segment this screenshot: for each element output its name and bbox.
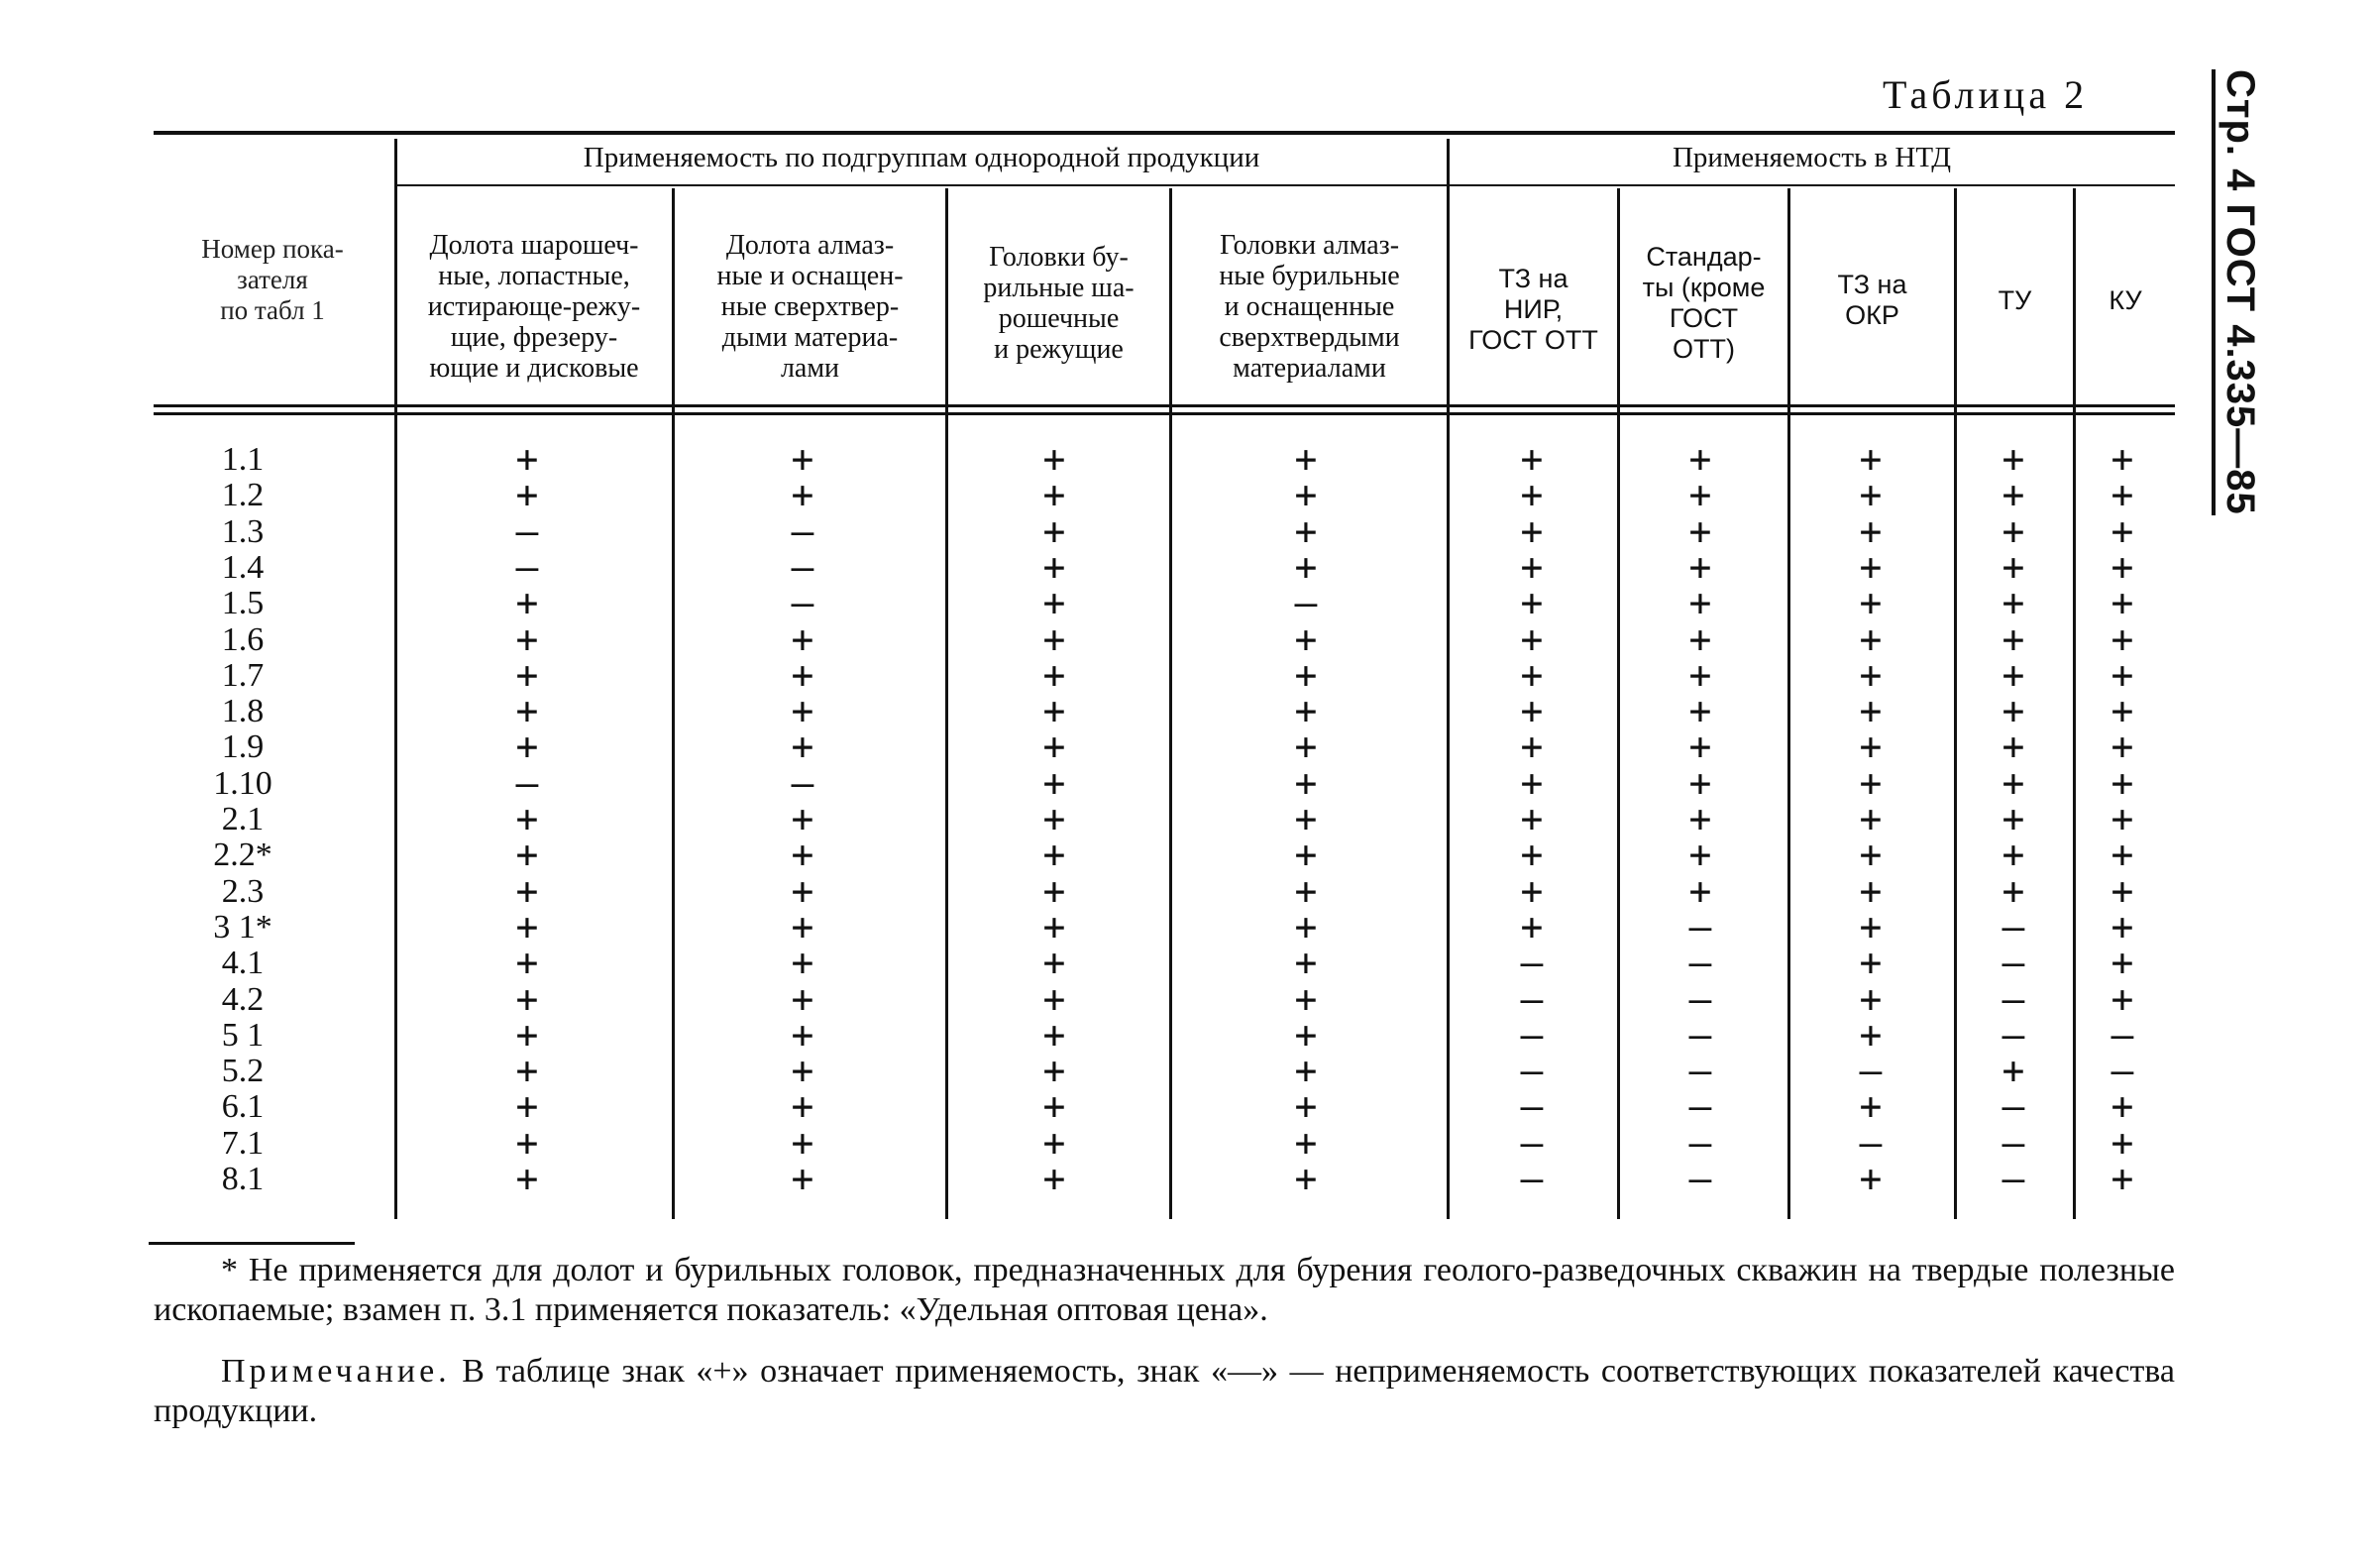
table-cell: + [2001, 689, 2025, 733]
table-cell: — [1688, 1049, 1712, 1093]
table-cell: + [1859, 1012, 1883, 1057]
table-cell: + [1294, 941, 1318, 985]
table-cell: + [1042, 652, 1066, 697]
table-cell: + [1294, 1012, 1318, 1057]
group-subheader-rule-right [1449, 184, 2175, 186]
table-cell: + [515, 1049, 539, 1093]
table-cell: + [2001, 760, 2025, 805]
table-cell: — [515, 508, 539, 553]
row-number: 1.8 [221, 693, 265, 730]
table-cell: + [1688, 544, 1712, 589]
table-cell: + [1688, 581, 1712, 625]
table-cell: — [791, 508, 814, 553]
table-cell: + [1688, 437, 1712, 481]
footnote: * Не применяется для долот и бурильных головок, предназначенных для бурения геолого-разведочных скважин на твердые полезные ископаемые; взамен п. 3.1 применяется показатель: «Удельная оптовая цена». [154, 1252, 2175, 1328]
table-cell: + [2001, 725, 2025, 769]
table-cell: — [1688, 1120, 1712, 1165]
table-cell: + [1688, 868, 1712, 913]
table-cell: + [515, 652, 539, 697]
table-cell: + [1520, 508, 1544, 553]
table-cell: + [1688, 473, 1712, 517]
table-cell: + [1859, 976, 1883, 1021]
table-cell: — [2001, 1084, 2025, 1129]
table-cell: + [2110, 760, 2134, 805]
table-cell: + [1042, 797, 1066, 840]
table-cell: + [2110, 1120, 2134, 1165]
table-cell: — [2001, 976, 2025, 1021]
table-cell: + [1294, 1084, 1318, 1129]
row-number: 1.2 [221, 477, 265, 514]
note-label: Примечание. [221, 1353, 451, 1390]
table-cell: + [791, 1120, 814, 1165]
table-cell: + [2110, 437, 2134, 481]
table-cell: + [1294, 437, 1318, 481]
row-number: 2.2* [213, 836, 272, 874]
table-cell: + [791, 652, 814, 697]
table-cell: + [2001, 833, 2025, 877]
table-cell: + [1294, 868, 1318, 913]
table-cell: + [1294, 725, 1318, 769]
table-cell: + [1859, 725, 1883, 769]
row-number: 4.1 [221, 945, 265, 982]
table-cell: + [1859, 1084, 1883, 1129]
table-cell: + [1688, 797, 1712, 840]
table-cell: + [2110, 508, 2134, 553]
table-cell: + [1294, 1049, 1318, 1093]
table-cell: + [1520, 760, 1544, 805]
table-cell: + [1042, 616, 1066, 661]
column-header-ku: КУ [2109, 285, 2142, 315]
table-cell: + [791, 833, 814, 877]
row-number: 8.1 [221, 1161, 265, 1197]
table-cell: + [1294, 508, 1318, 553]
column-header-bits-diamond: Долота алмаз- ные и оснащен- ные сверхтвер- дыми материа- лами [716, 230, 904, 384]
table-cell: — [1520, 1084, 1544, 1129]
table-cell: — [1520, 1120, 1544, 1165]
table-cell: + [1042, 868, 1066, 913]
table-cell: + [1042, 1157, 1066, 1200]
table-cell: — [1294, 581, 1318, 625]
group-subheader-rule-left [396, 184, 1449, 186]
row-number: 1.6 [221, 620, 265, 658]
table-cell: + [515, 941, 539, 985]
table-cell: + [2110, 1084, 2134, 1129]
table-cell: + [1688, 652, 1712, 697]
ntd-group-header: Применяемость в НТД [1672, 142, 1952, 173]
table-cell: + [1294, 616, 1318, 661]
table-cell: + [1859, 689, 1883, 733]
table-cell: + [515, 1012, 539, 1057]
table-cell: + [791, 1012, 814, 1057]
table-cell: + [2110, 833, 2134, 877]
table-cell: — [1520, 976, 1544, 1021]
table-cell: + [1294, 1157, 1318, 1200]
footnote-rule [149, 1242, 355, 1245]
table-cell: + [1042, 1012, 1066, 1057]
table-cell: + [515, 725, 539, 769]
table-cell: + [1859, 797, 1883, 840]
table-cell: + [1688, 508, 1712, 553]
table-cell: — [2001, 1012, 2025, 1057]
table-cell: + [1042, 904, 1066, 948]
table-cell: + [1688, 616, 1712, 661]
table-cell: + [2110, 473, 2134, 517]
table-cell: + [1042, 689, 1066, 733]
table-cell: + [1520, 689, 1544, 733]
row-number: 1.9 [221, 728, 265, 766]
table-cell: — [515, 760, 539, 805]
table-cell: + [2110, 976, 2134, 1021]
table-cell: + [1859, 473, 1883, 517]
table-cell: + [1294, 833, 1318, 877]
row-number: 1.1 [221, 441, 265, 478]
header-bottom-rule-2 [154, 412, 2175, 415]
table-cell: + [1859, 868, 1883, 913]
table-cell: + [1688, 833, 1712, 877]
table-cell: — [2001, 904, 2025, 948]
table-cell: + [2110, 725, 2134, 769]
table-cell: + [2001, 1049, 2025, 1093]
col-divider-6 [1787, 188, 1790, 1219]
table-cell: + [515, 833, 539, 877]
table-cell: + [1294, 976, 1318, 1021]
table-cell: + [791, 437, 814, 481]
table-cell: + [2110, 1157, 2134, 1200]
table-cell: + [1042, 1049, 1066, 1093]
table-cell: + [1520, 581, 1544, 625]
table-cell: + [1520, 652, 1544, 697]
table-cell: + [2110, 941, 2134, 985]
table-cell: + [515, 1084, 539, 1129]
table-cell: — [515, 544, 539, 589]
column-header-tu: ТУ [1998, 285, 2032, 315]
table-cell: + [1294, 689, 1318, 733]
table-cell: + [1520, 437, 1544, 481]
table-cell: + [1042, 508, 1066, 553]
table-cell: + [1042, 976, 1066, 1021]
table-cell: + [1859, 904, 1883, 948]
table-cell: + [1859, 581, 1883, 625]
table-cell: + [1042, 1120, 1066, 1165]
column-header-heads-diamond: Головки алмаз- ные бурильные и оснащенные сверхтвердыми материалами [1219, 230, 1400, 384]
table-cell: + [1520, 544, 1544, 589]
table-cell: + [2110, 544, 2134, 589]
table-cell: + [2110, 689, 2134, 733]
table-cell: + [1294, 904, 1318, 948]
table-cell: + [1859, 941, 1883, 985]
table-cell: + [1294, 1120, 1318, 1165]
table-cell: — [1520, 1157, 1544, 1200]
table-cell: — [2110, 1049, 2134, 1093]
table-cell: + [1520, 904, 1544, 948]
table-cell: + [2001, 797, 2025, 840]
table-cell: + [2110, 581, 2134, 625]
row-number: 5.2 [221, 1053, 265, 1090]
table-cell: — [2110, 1012, 2134, 1057]
table-cell: + [515, 437, 539, 481]
table-cell: + [1859, 760, 1883, 805]
table-cell: + [1520, 473, 1544, 517]
column-header-tz-okr: ТЗ на ОКР [1837, 270, 1907, 330]
row-number: 1.10 [213, 764, 272, 802]
table-cell: + [2110, 904, 2134, 948]
table-cell: + [791, 1084, 814, 1129]
table-cell: — [1520, 1049, 1544, 1093]
table-cell: + [791, 473, 814, 517]
table-cell: + [2001, 473, 2025, 517]
table-cell: + [2001, 868, 2025, 913]
table-cell: — [2001, 1157, 2025, 1200]
row-number: 2.1 [221, 801, 265, 837]
table-cell: + [2001, 581, 2025, 625]
table-cell: + [1859, 833, 1883, 877]
table-cell: — [1688, 1157, 1712, 1200]
table-cell: + [1042, 437, 1066, 481]
table-cell: + [1294, 473, 1318, 517]
side-divider [2212, 69, 2216, 515]
table-cell: + [1042, 760, 1066, 805]
page-side-label: Стр. 4 ГОСТ 4.335—85 [2218, 69, 2262, 515]
table-cell: + [791, 797, 814, 840]
table-cell: + [515, 976, 539, 1021]
row-number: 7.1 [221, 1124, 265, 1162]
table-title: Таблица 2 [1883, 72, 2089, 117]
table-cell: + [1859, 437, 1883, 481]
table-cell: — [1859, 1049, 1883, 1093]
table-cell: + [2110, 797, 2134, 840]
table-cell: + [2001, 437, 2025, 481]
table-cell: + [2001, 616, 2025, 661]
table-cell: + [791, 616, 814, 661]
row-number: 2.3 [221, 872, 265, 910]
table-cell: + [791, 725, 814, 769]
table-cell: + [2110, 868, 2134, 913]
table-cell: + [1042, 581, 1066, 625]
table-cell: — [1688, 1084, 1712, 1129]
table-cell: + [515, 797, 539, 840]
table-cell: + [1520, 616, 1544, 661]
table-cell: + [1859, 508, 1883, 553]
table-cell: — [2001, 941, 2025, 985]
table-cell: + [1294, 652, 1318, 697]
table-cell: + [1688, 725, 1712, 769]
table-top-rule [154, 131, 2175, 135]
table-cell: + [515, 868, 539, 913]
column-header-standards: Стандар- ты (кроме ГОСТ ОТТ) [1642, 242, 1766, 364]
table-cell: — [1520, 941, 1544, 985]
table-cell: + [1042, 833, 1066, 877]
table-cell: + [1859, 652, 1883, 697]
table-cell: + [515, 689, 539, 733]
header-bottom-rule-1 [154, 404, 2175, 407]
table-cell: — [791, 760, 814, 805]
table-cell: + [2110, 652, 2134, 697]
column-header-heads-roller: Головки бу- рильные ша- рошечные и режущие [983, 242, 1135, 365]
table-cell: + [1688, 760, 1712, 805]
table-cell: + [1859, 544, 1883, 589]
row-number: 1.3 [221, 512, 265, 550]
table-cell: + [1042, 544, 1066, 589]
table-cell: + [515, 581, 539, 625]
table-cell: — [1859, 1120, 1883, 1165]
table-cell: + [1520, 833, 1544, 877]
row-number: 5 1 [221, 1016, 265, 1054]
row-number-header: Номер пока- зателя по табл 1 [201, 234, 344, 325]
table-cell: + [2001, 544, 2025, 589]
table-cell: — [1688, 1012, 1712, 1057]
table-cell: + [515, 616, 539, 661]
table-cell: — [791, 544, 814, 589]
row-number: 1.5 [221, 585, 265, 622]
table-cell: — [791, 581, 814, 625]
row-number: 3 1* [213, 908, 272, 946]
table-cell: — [2001, 1120, 2025, 1165]
table-cell: + [2001, 652, 2025, 697]
note-text: В таблице знак «+» означает применяемость, знак «—» — неприменяемость соответствующих показателей качества продукции. [154, 1353, 2175, 1429]
column-header-bits-roller: Долота шарошеч- ные, лопастные, истирающе-режу- щие, фрезеру- ющие и дисковые [427, 230, 641, 384]
col-divider-7 [1954, 188, 1957, 1219]
table-cell: + [1520, 797, 1544, 840]
table-cell: + [1688, 689, 1712, 733]
table-cell: + [1042, 941, 1066, 985]
table-cell: + [515, 1120, 539, 1165]
table-cell: + [791, 941, 814, 985]
table-cell: + [791, 1049, 814, 1093]
table-cell: + [791, 689, 814, 733]
table-cell: + [1294, 797, 1318, 840]
row-number: 1.7 [221, 656, 265, 694]
table-cell: + [791, 1157, 814, 1200]
table-cell: + [1042, 473, 1066, 517]
col-divider-8 [2073, 188, 2076, 1219]
table-cell: + [1042, 725, 1066, 769]
table-cell: + [791, 976, 814, 1021]
table-cell: — [1688, 976, 1712, 1021]
table-cell: + [1042, 1084, 1066, 1129]
table-cell: + [2001, 508, 2025, 553]
table-cell: + [791, 904, 814, 948]
note [154, 1352, 2175, 1431]
table-cell: + [1520, 725, 1544, 769]
table-cell: + [1294, 544, 1318, 589]
table-cell: — [1688, 941, 1712, 985]
row-number: 4.2 [221, 980, 265, 1018]
column-header-tz-nir: ТЗ на НИР, ГОСТ ОТТ [1468, 264, 1598, 355]
table-cell: + [1520, 868, 1544, 913]
table-cell: + [2110, 616, 2134, 661]
subgroups-group-header: Применяемость по подгруппам однородной продукции [583, 142, 1260, 173]
table-cell: — [1520, 1012, 1544, 1057]
table-cell: + [515, 473, 539, 517]
table-cell: + [1859, 616, 1883, 661]
table-cell: + [515, 904, 539, 948]
table-cell: + [1859, 1157, 1883, 1200]
table-cell: — [1688, 904, 1712, 948]
table-cell: + [1294, 760, 1318, 805]
row-number: 1.4 [221, 548, 265, 586]
table-cell: + [791, 868, 814, 913]
row-number: 6.1 [221, 1088, 265, 1126]
table-cell: + [515, 1157, 539, 1200]
